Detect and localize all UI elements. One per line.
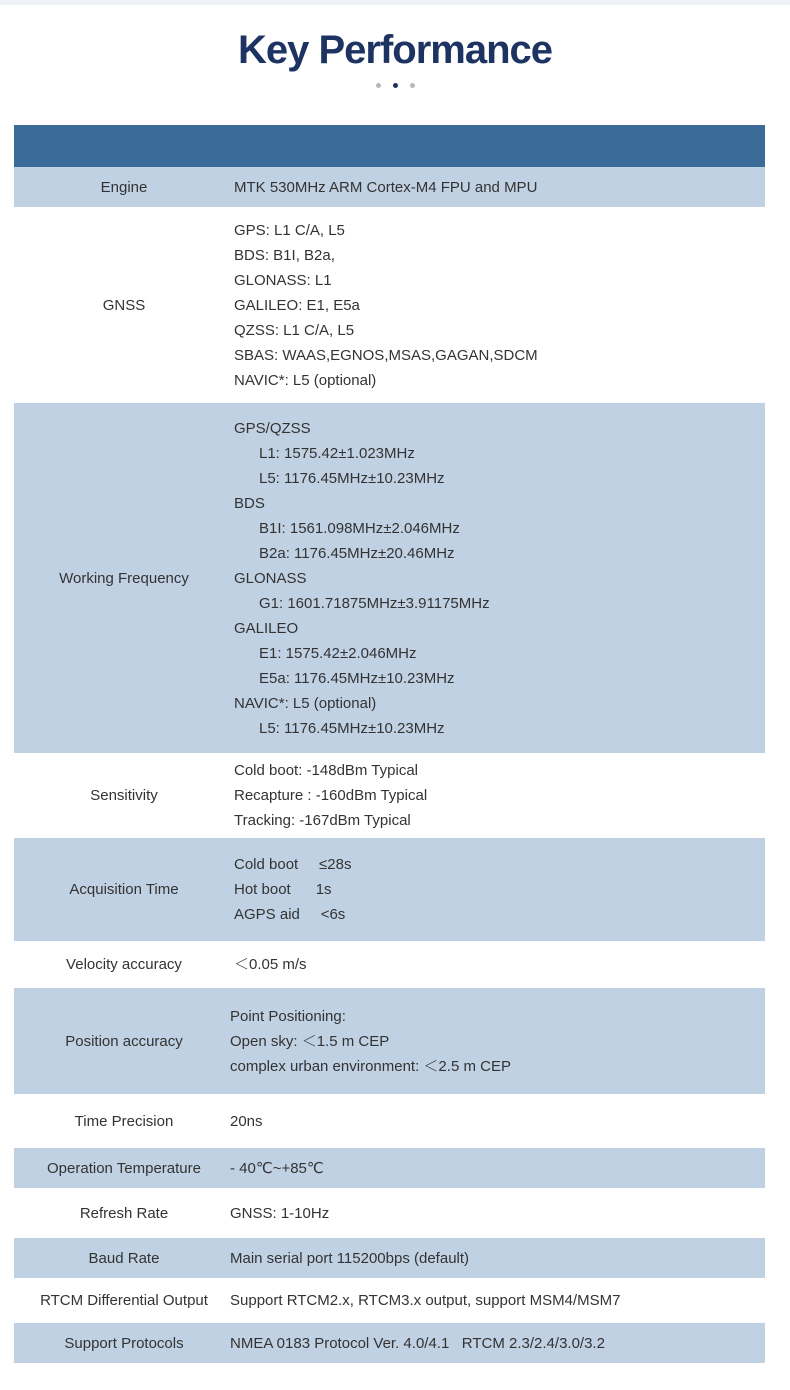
value-line: - 40℃~+85℃ (230, 1159, 324, 1177)
value-line: Recapture : -160dBm Typical (234, 787, 428, 804)
value-line: Point Positioning: (230, 1007, 346, 1025)
value-line: GPS/QZSS (234, 419, 311, 437)
value-line: GALILEO (234, 619, 299, 637)
value-line: QZSS: L1 C/A, L5 (234, 321, 355, 339)
row-value (230, 1188, 765, 1238)
row-value (230, 1238, 765, 1278)
table-row-time-precision (14, 1094, 765, 1148)
row-label: GNSS (102, 296, 146, 314)
table-row-position-accuracy (14, 988, 765, 1094)
value-line: Cold boot: -148dBm Typical (234, 762, 418, 779)
value-line: 20ns (230, 1112, 263, 1130)
value-line: BDS: B1I, B2a, (234, 246, 335, 264)
value-line: NAVIC*: L5 (optional) (234, 371, 377, 389)
row-label: Support Protocols (64, 1334, 184, 1352)
spec-table (14, 125, 765, 1363)
row-value (234, 838, 765, 941)
row-value (234, 403, 765, 753)
value-line: BDS (234, 494, 265, 512)
value-line: Tracking: -167dBm Typical (234, 812, 411, 829)
row-value (234, 941, 765, 988)
row-value (230, 1278, 765, 1323)
carousel-dot-2[interactable] (393, 83, 398, 88)
row-label: Sensitivity (90, 787, 158, 804)
table-row-operation-temperature (14, 1148, 765, 1188)
page-title: Key Performance (237, 28, 553, 72)
value-line: ＜0.05 m/s (234, 956, 307, 973)
value-line: GALILEO: E1, E5a (234, 296, 360, 314)
value-line: Support RTCM2.x, RTCM3.x output, support MSM4/MSM7 (230, 1292, 621, 1309)
row-value (234, 207, 765, 403)
value-line: NAVIC*: L5 (optional) (234, 694, 377, 712)
table-row-refresh-rate (14, 1188, 765, 1238)
row-value (230, 1094, 765, 1148)
value-line: B1I: 1561.098MHz±2.046MHz (259, 519, 460, 537)
table-row-engine (14, 167, 765, 207)
table-row-velocity-accuracy (14, 941, 765, 988)
value-line: MTK 530MHz ARM Cortex-M4 FPU and MPU (234, 178, 538, 196)
value-line: SBAS: WAAS,EGNOS,MSAS,GAGAN,SDCM (234, 346, 538, 364)
row-value (230, 1323, 765, 1363)
row-label: RTCM Differential Output (40, 1292, 208, 1309)
row-label: Operation Temperature (47, 1159, 201, 1177)
value-line: L5: 1176.45MHz±10.23MHz (259, 719, 445, 737)
value-line: AGPS aid <6s (234, 906, 346, 923)
value-line: GLONASS: L1 (234, 271, 332, 289)
carousel-dot-1[interactable] (376, 83, 381, 88)
row-value (230, 1148, 765, 1188)
top-strip (0, 0, 790, 5)
table-row-baud-rate (14, 1238, 765, 1278)
table-row-gnss (14, 207, 765, 403)
value-line: NMEA 0183 Protocol Ver. 4.0/4.1 RTCM 2.3/2.4/3.0/3.2 (230, 1334, 605, 1352)
row-label: Refresh Rate (79, 1204, 169, 1222)
table-row-acquisition-time (14, 838, 765, 941)
table-row-sensitivity (14, 753, 765, 838)
row-label: Baud Rate (88, 1249, 160, 1267)
row-label: Position accuracy (65, 1032, 183, 1050)
row-label: Engine (100, 178, 148, 196)
table-row-support-protocols (14, 1323, 765, 1363)
row-value (234, 167, 765, 207)
carousel-dot-3[interactable] (410, 83, 415, 88)
row-value (234, 753, 765, 838)
row-label: Acquisition Time (69, 881, 179, 898)
value-line: B2a: 1176.45MHz±20.46MHz (259, 544, 455, 562)
value-line: GPS: L1 C/A, L5 (234, 221, 345, 239)
value-line: L5: 1176.45MHz±10.23MHz (259, 469, 445, 487)
value-line: Main serial port 115200bps (default) (230, 1249, 470, 1267)
carousel-dots (0, 83, 790, 88)
value-line: G1: 1601.71875MHz±3.91175MHz (259, 594, 490, 612)
value-line: GLONASS (234, 569, 307, 587)
value-line: Cold boot ≤28s (234, 856, 352, 873)
value-line: L1: 1575.42±1.023MHz (259, 444, 415, 462)
row-value (230, 988, 765, 1094)
value-line: Hot boot 1s (234, 881, 332, 898)
row-label: Velocity accuracy (66, 956, 182, 973)
value-line: complex urban environment: ＜2.5 m CEP (230, 1057, 511, 1075)
value-line: GNSS: 1-10Hz (230, 1204, 330, 1222)
table-row-rtcm-differential-output (14, 1278, 765, 1323)
value-line: E1: 1575.42±2.046MHz (259, 644, 417, 662)
row-label: Time Precision (74, 1112, 174, 1130)
table-header-bar (14, 125, 765, 167)
table-row-working-frequency (14, 403, 765, 753)
value-line: Open sky: ＜1.5 m CEP (230, 1032, 390, 1050)
row-label: Working Frequency (59, 569, 189, 587)
value-line: E5a: 1176.45MHz±10.23MHz (259, 669, 455, 687)
